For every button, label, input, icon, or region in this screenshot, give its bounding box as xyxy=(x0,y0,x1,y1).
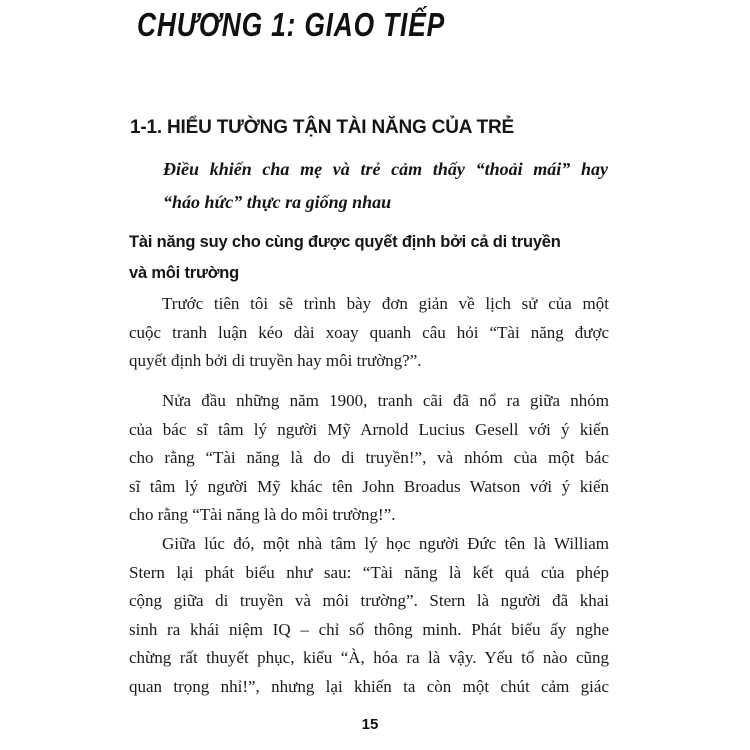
chapter-title: CHƯƠNG 1: GIAO TIẾP xyxy=(137,6,446,43)
body-paragraph xyxy=(129,387,609,530)
body-line: cho rằng “Tài năng là do môi trường!”. xyxy=(129,505,396,524)
section-subtitle xyxy=(163,153,608,219)
body-line: Stern lại phát biểu như sau: “Tài năng là kết quả của phép xyxy=(129,562,609,582)
page-number: 15 xyxy=(361,716,379,733)
subtitle-line: Điều khiến cha mẹ và trẻ cảm thấy “thoải mái” hay xyxy=(163,159,608,179)
body-paragraph xyxy=(129,290,609,376)
body-line: cộng giữa di truyền và môi trường”. Stern là người đã khai xyxy=(129,591,609,610)
body-line: quan trọng nhỉ!”, nhưng lại khiến ta còn một chút cảm giác xyxy=(129,676,609,696)
subtitle-line: “háo hức” thực ra giống nhau xyxy=(163,192,392,212)
subheading-line: và môi trường xyxy=(129,264,240,282)
body-line: sĩ tâm lý người Mỹ khác tên John Broadus Watson với ý kiến xyxy=(129,476,609,496)
body-line: sinh ra khái niệm IQ – chỉ số thông minh. Phát biểu ấy nghe xyxy=(129,619,609,639)
body-paragraph xyxy=(129,530,609,701)
body-line: cho rằng “Tài năng là do di truyền!”, và nhóm của một bác xyxy=(129,448,609,467)
body-line: Nửa đầu những năm 1900, tranh cãi đã nổ ra giữa nhóm xyxy=(162,391,609,410)
body-line: quyết định bởi di truyền hay môi trường?”. xyxy=(129,351,422,370)
body-line: của bác sĩ tâm lý người Mỹ Arnold Lucius Gesell với ý kiến xyxy=(129,419,609,439)
body-line: Trước tiên tôi sẽ trình bày đơn giản về lịch sử của một xyxy=(162,294,609,313)
body-line: Giữa lúc đó, một nhà tâm lý học người Đức tên là William xyxy=(162,534,609,553)
subheading-line: Tài năng suy cho cùng được quyết định bởi cả di truyền xyxy=(129,233,561,251)
section-subheading xyxy=(129,227,609,289)
body-line: chừng rất thuyết phục, kiểu “À, hóa ra là vậy. Yếu tố nào cũng xyxy=(129,648,609,667)
body-line: cuộc tranh luận kéo dài xoay quanh câu hỏi “Tài năng được xyxy=(129,322,609,342)
section-heading: 1-1. HIỂU TƯỜNG TẬN TÀI NĂNG CỦA TRẺ xyxy=(130,117,515,138)
